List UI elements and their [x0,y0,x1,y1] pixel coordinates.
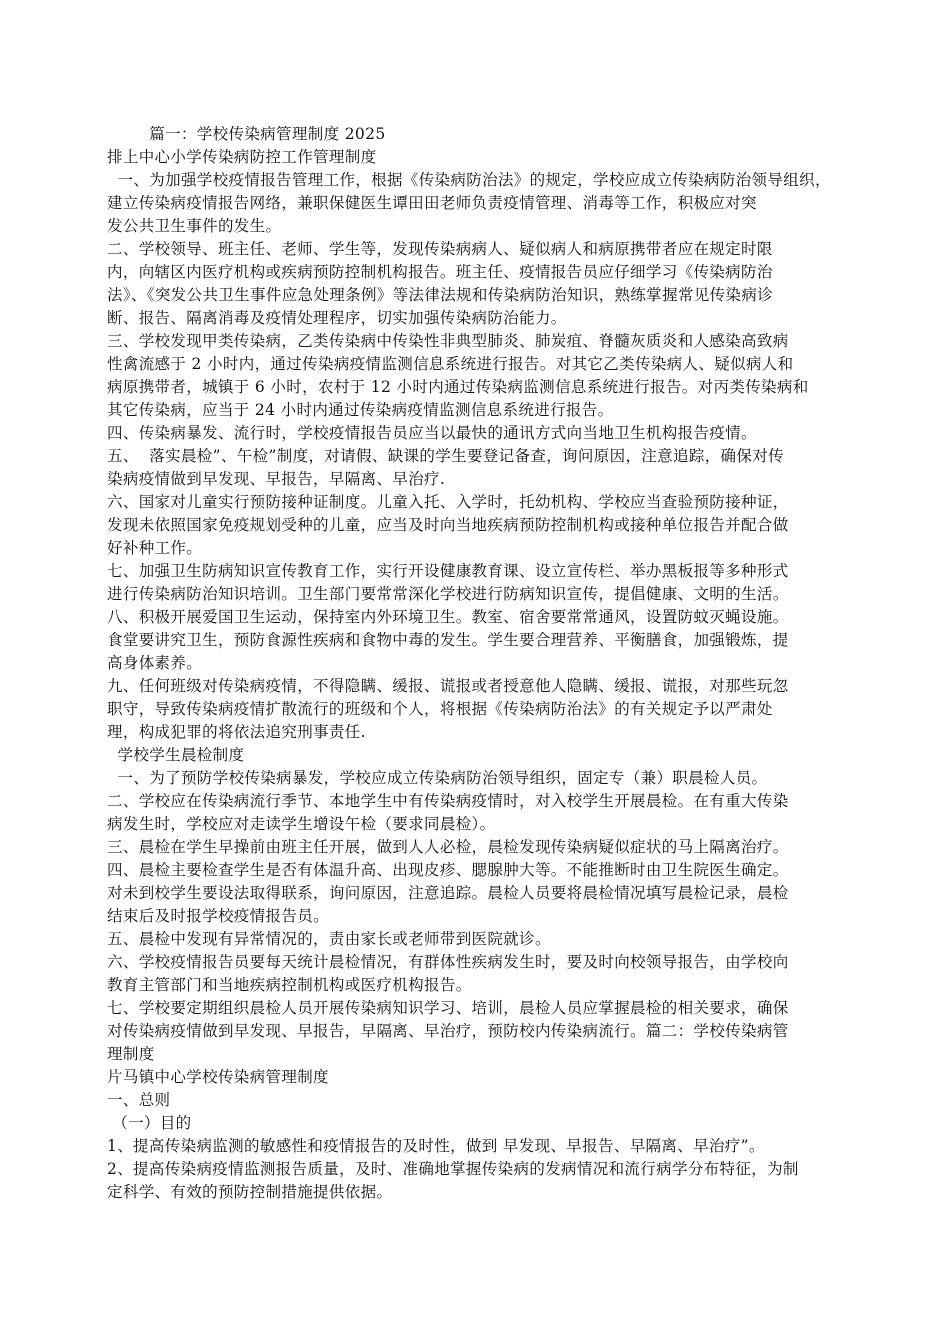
text-line: 结束后及时报学校疫情报告员。 [107,907,329,925]
text-line: 六、国家对儿童实行预防接种证制度。儿童入托、入学时，托幼机构、学校应当查验预防接种证， [107,493,789,511]
text-line: （一）目的 [107,1114,192,1132]
text-line: 四、晨检主要检查学生是否有体温升高、出现皮疹、腮腺肿大等。不能推断时由卫生院医生确定。 [107,861,789,879]
text-line: 七、学校要定期组织晨检人员开展传染病知识学习、培训，晨检人员应掌握晨检的相关要求，确保 [107,999,789,1017]
text-line: 一、总则 [107,1091,171,1109]
text-line: 法》、《突发公共卫生事件应急处理条例》等法律法规和传染病防治知识，熟练掌握常见传染病诊 [107,286,774,304]
text-line: 教育主管部门和当地疾病控制机构或医疗机构报告。 [107,976,472,994]
text-line: 发现未依照国家免疫规划受种的儿童，应当及时向当地疾病预防控制机构或接种单位报告并配合做 [107,516,789,534]
text-line: 病原携带者，城镇于 6 小时，农村于 12 小时内通过传染病监测信息系统进行报告。对丙类传染病和 [107,378,809,396]
text-line: 二、学校领导、班主任、老师、学生等，发现传染病病人、疑似病人和病原携带者应在规定时限 [107,240,773,258]
text-line: 发公共卫生事件的发生。 [107,217,282,235]
text-line: 职守，导致传染病疫情扩散流行的班级和个人，将根据《传染病防治法》的有关规定予以严肃处 [107,700,773,718]
text-line: 内，向辖区内医疗机构或疾病预防控制机构报告。班主任、疫情报告员应仔细学习《传染病防治 [107,263,773,281]
text-line: 五、晨检中发现有异常情况的，责由家长或老师带到医院就诊。 [107,930,551,948]
text-line: 食堂要讲究卫生，预防食源性疾病和食物中毒的发生。学生要合理营养、平衡膳食，加强锻炼，提 [107,631,789,649]
text-line: 进行传染病防治知识培训。卫生部门要常常深化学校进行防病知识宣传，提倡健康、文明的生活。 [107,585,789,603]
text-line: 一、为加强学校疫情报告管理工作，根据《传染病防治法》的规定，学校应成立传染病防治领导组织， [107,171,831,189]
text-line: 断、报告、隔离消毒及疫情处理程序，切实加强传染病防治能力。 [107,309,567,327]
text-line: 染病疫情做到早发现、早报告，早隔离、早治疗. [107,470,446,488]
text-line: 一、为了预防学校传染病暴发，学校应成立传染病防治领导组织，固定专（兼）职晨检人员。 [107,769,768,787]
text-line: 学校学生晨检制度 [107,746,245,764]
text-line: 五、 落实晨检”、午检”制度，对请假、缺课的学生要登记备查，询问原因，注意追踪，确保对传 [107,447,784,465]
text-line: 排上中心小学传染病防控工作管理制度 [107,148,377,166]
text-line: 好补种工作。 [107,539,203,557]
text-line: 定科学、有效的预防控制措施提供依据。 [107,1183,393,1201]
text-line: 对未到校学生要设法取得联系，询问原因，注意追踪。晨检人员要将晨检情况填写晨检记录，晨检 [107,884,789,902]
text-line: 二、学校应在传染病流行季节、本地学生中有传染病疫情时，对入校学生开展晨检。在有重大传染 [107,792,789,810]
text-line: 三、晨检在学生早操前由班主任开展，做到人人必检，晨检发现传染病疑似症状的马上隔离治疗。 [107,838,789,856]
text-line: 高身体素养。 [107,654,203,672]
text-line: 七、加强卫生防病知识宣传教育工作，实行开设健康教育课、设立宣传栏、举办黑板报等多种形式 [107,562,789,580]
text-line: 建立传染病疫情报告网络，兼职保健医生谭田田老师负责疫情管理、消毒等工作，积极应对突 [107,194,757,212]
text-line: 理制度 [107,1045,155,1063]
text-line: 四、传染病暴发、流行时，学校疫情报告员应当以最快的通讯方式向当地卫生机构报告疫情。 [107,424,757,442]
text-line: 对传染病疫情做到早发现、早报告，早隔离、早治疗，预防校内传染病流行。篇二：学校传染病管 [107,1022,789,1040]
text-line: 六、学校疫情报告员要每天统计晨检情况，有群体性疾病发生时，要及时向校领导报告，由学校向 [107,953,789,971]
text-line: 篇一：学校传染病管理制度 2025 [107,125,386,143]
text-line: 1、提高传染病监测的敏感性和疫情报告的及时性，做到 早发现、早报告、早隔离、早治疗”。 [107,1137,765,1155]
text-line: 理，构成犯罪的将依法追究刑事责任. [107,723,366,741]
text-line: 九、任何班级对传染病疫情，不得隐瞒、缓报、谎报或者授意他人隐瞒、缓报、谎报，对那些玩忽 [107,677,789,695]
text-line: 2、提高传染病疫情监测报告质量，及时、准确地掌握传染病的发病情况和流行病学分布特征，为制 [107,1160,799,1178]
text-line: 其它传染病，应当于 24 小时内通过传染病疫情监测信息系统进行报告。 [107,401,614,419]
text-line: 三、学校发现甲类传染病，乙类传染病中传染性非典型肺炎、肺炭疽、脊髓灰质炎和人感染高致病 [107,332,789,350]
text-line: 八、积极开展爱国卫生运动，保持室内外环境卫生。教室、宿舍要常常通风，设置防蚊灭蝇设施。 [107,608,789,626]
document-body [107,123,845,1204]
text-line: 性禽流感于 2 小时内，通过传染病疫情监测信息系统进行报告。对其它乙类传染病人、疑似病人和 [107,355,794,373]
text-line: 片马镇中心学校传染病管理制度 [107,1068,329,1086]
text-line: 病发生时，学校应对走读学生增设午检（要求同晨检）。 [107,815,496,833]
